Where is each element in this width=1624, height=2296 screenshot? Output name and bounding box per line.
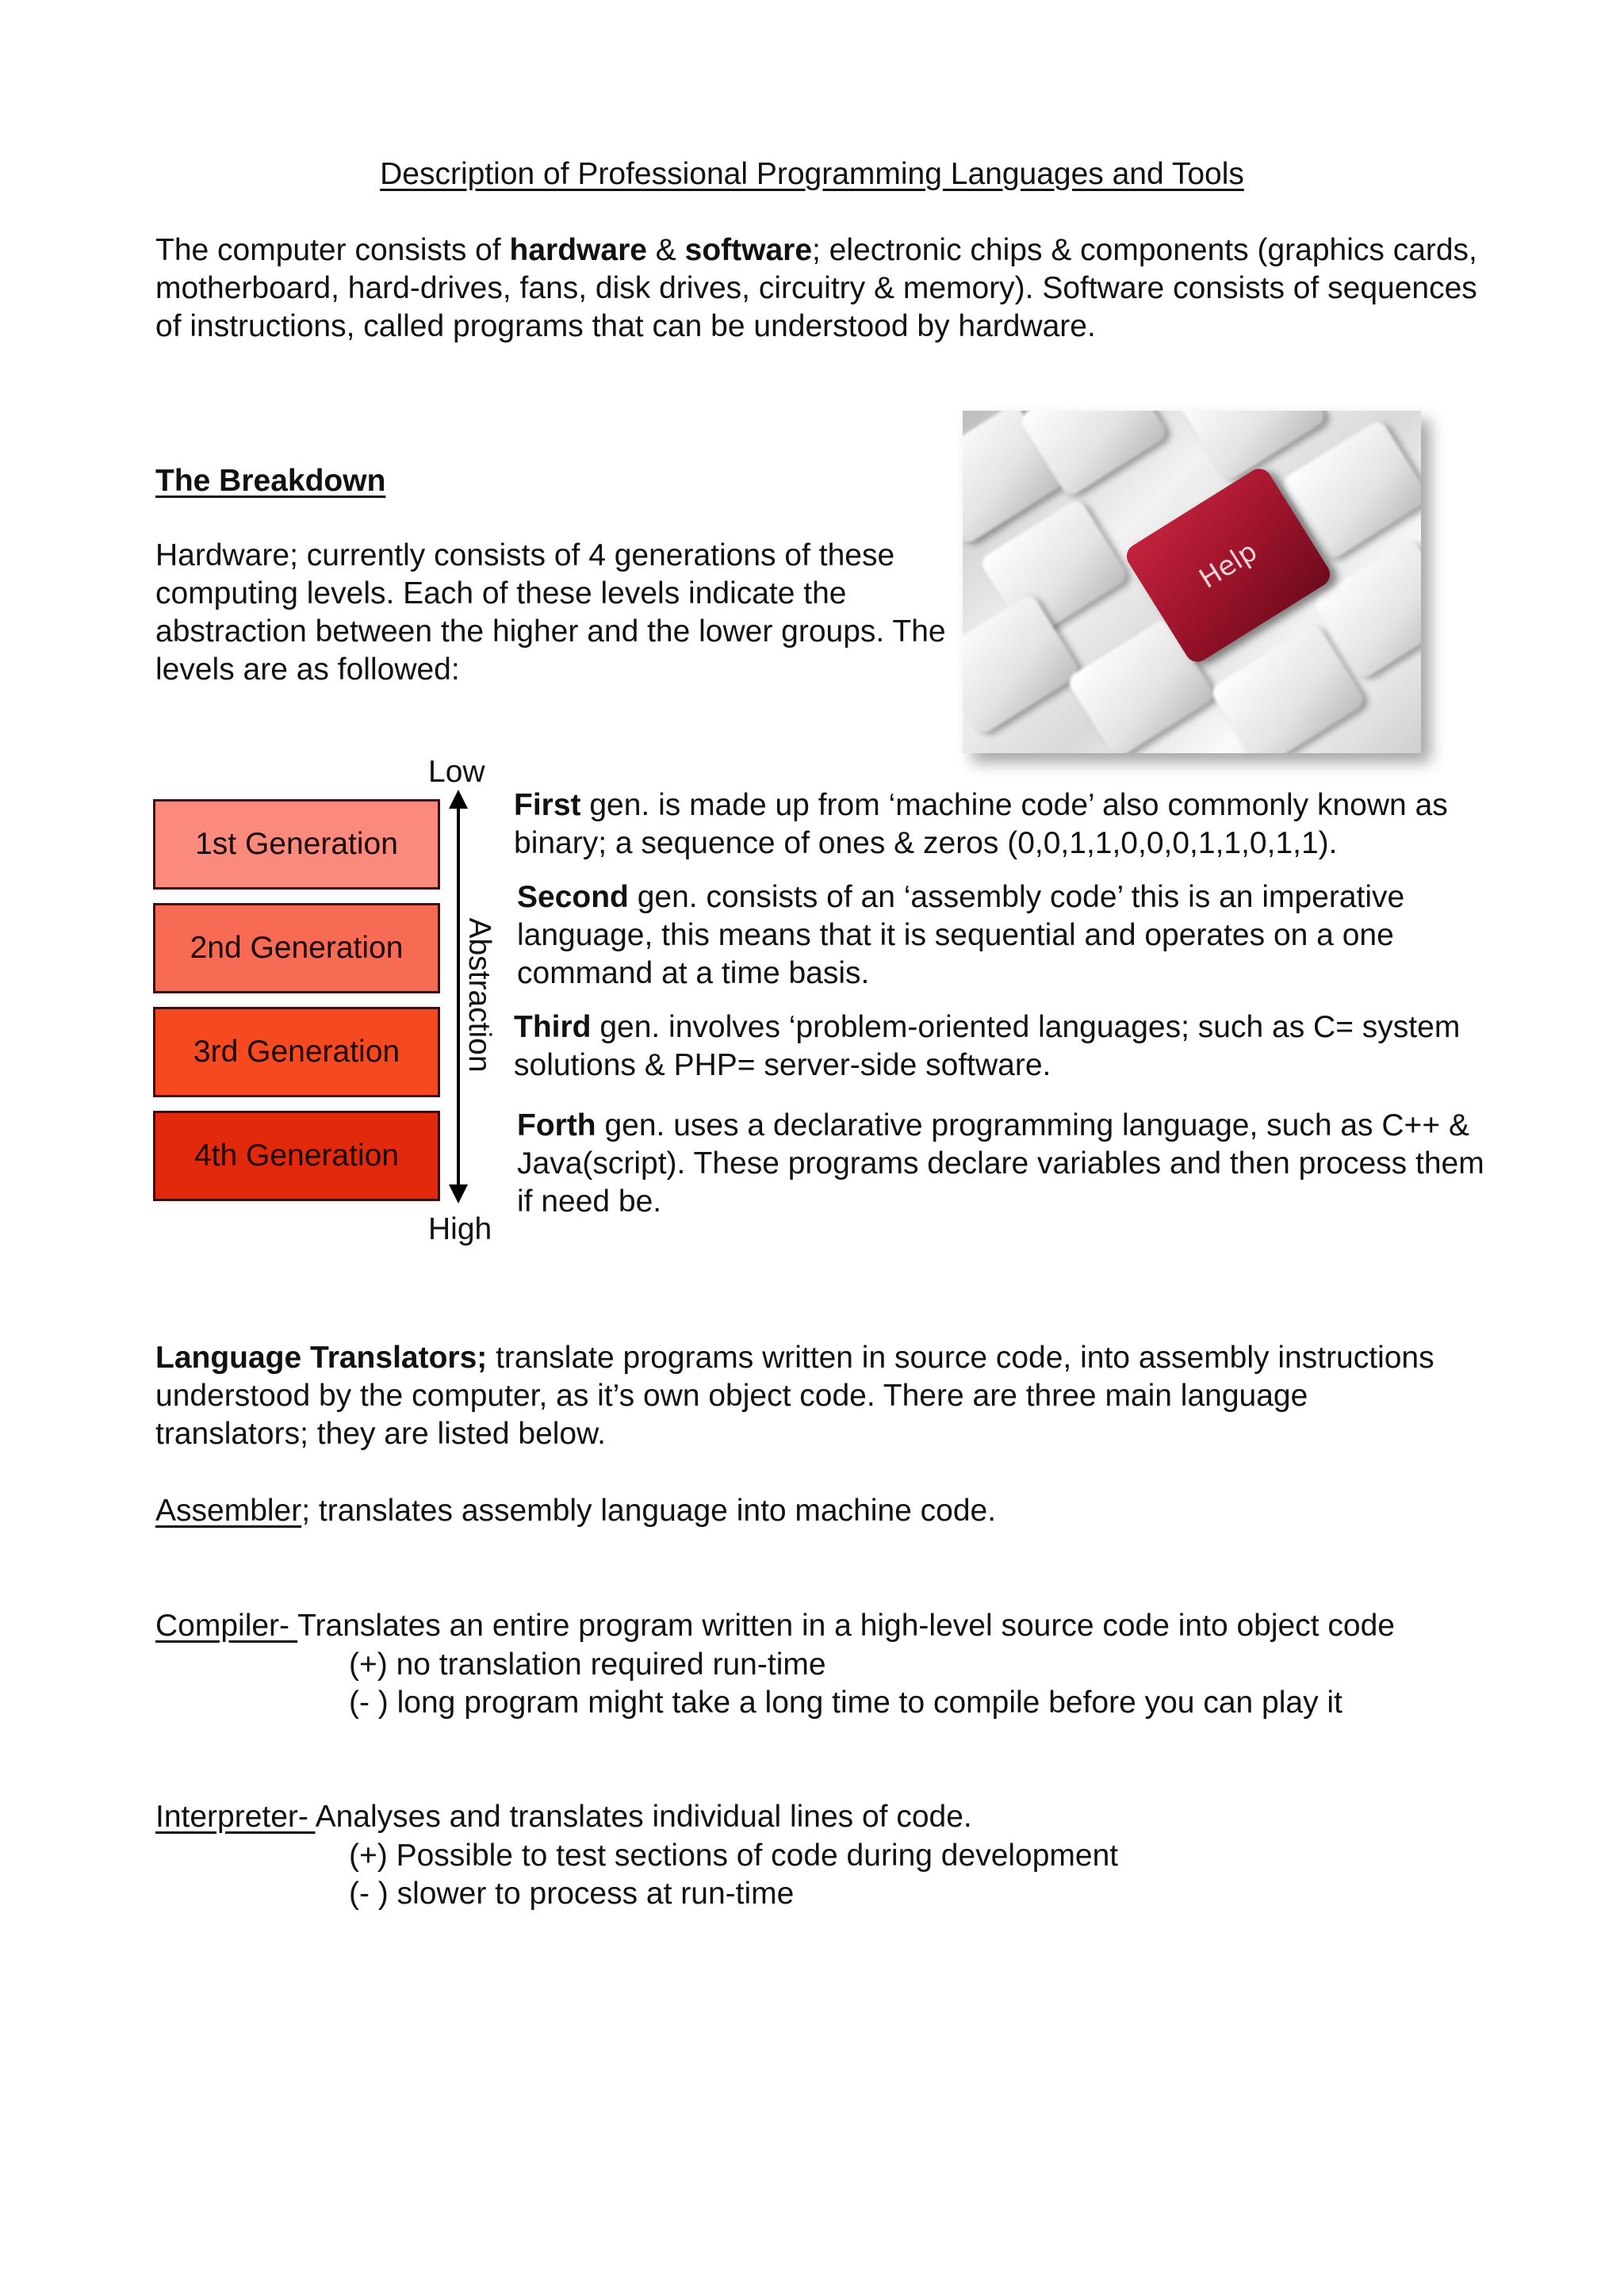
translators-text: translate programs written in source code, into assembly instructions understood by the computer, as it’s own object code. There are three main language translators; they are listed below. — [155, 1341, 1434, 1451]
gen-desc-2 — [517, 878, 1508, 993]
interpreter-term: Interpreter- — [155, 1800, 316, 1834]
help-key-label: Help — [1193, 535, 1263, 595]
help-key-image — [963, 411, 1421, 753]
interpreter-con: (- ) slower to process at run-time — [349, 1877, 795, 1911]
intro-paragraph — [155, 232, 1488, 346]
interpreter-pro: (+) Possible to test sections of code during development — [349, 1839, 1119, 1873]
gen-desc-1-text: gen. is made up from ‘machine code’ also commonly known as binary; a sequence of ones & zeros (0,0,1,1,0,0,0,1,1,0,1,1). — [514, 788, 1448, 860]
compiler-term: Compiler- — [155, 1609, 298, 1643]
gen-box-2 — [153, 903, 440, 993]
translators-paragraph — [155, 1339, 1440, 1453]
assembler-text: ; translates assembly language into machine code. — [301, 1494, 997, 1528]
compiler-pro: (+) no translation required run-time — [349, 1647, 826, 1682]
axis-high-label: High — [428, 1212, 492, 1246]
gen-box-4-label: 4th Generation — [193, 1138, 399, 1173]
breakdown-heading: The Breakdown — [155, 464, 386, 498]
gen-desc-2-bold: Second — [517, 880, 629, 914]
page-title-text: Description of Professional Programming Languages and Tools — [380, 157, 1244, 191]
gen-box-4 — [153, 1111, 440, 1201]
gen-box-1-label: 1st Generation — [195, 827, 398, 861]
gen-box-2-label: 2nd Generation — [190, 931, 404, 965]
translators-bold: Language Translators; — [155, 1341, 488, 1375]
gen-desc-1 — [514, 786, 1505, 863]
page-title — [0, 155, 1624, 193]
gen-desc-1-bold: First — [514, 788, 581, 822]
gen-box-3-label: 3rd Generation — [193, 1035, 400, 1069]
assembler-term: Assembler — [155, 1494, 302, 1528]
gen-box-1 — [153, 799, 440, 890]
gen-desc-4 — [517, 1107, 1508, 1221]
intro-text-3: ; electronic chips & components (graphics cards, motherboard, hard-drives, fans, disk drives, circuitry & memory). Software consists of sequences of instructions, called programs that can be understood by hardware. — [155, 233, 1477, 343]
intro-text-1: The computer consists of — [155, 233, 510, 267]
assembler-line — [155, 1492, 1503, 1530]
gen-box-3 — [153, 1007, 440, 1097]
gen-desc-3-text: gen. involves ‘problem-oriented languages; such as C= system solutions & PHP= server-side software. — [514, 1010, 1461, 1082]
gen-desc-4-text: gen. uses a declarative programming language, such as C++ & Java(script). These programs declare variables and then process them if need be. — [517, 1108, 1484, 1219]
gen-desc-3-bold: Third — [514, 1010, 592, 1044]
gen-desc-4-bold: Forth — [517, 1108, 596, 1142]
compiler-line — [155, 1607, 1551, 1645]
abstraction-label: Abstraction — [462, 917, 496, 1073]
intro-text-2: & — [646, 233, 685, 267]
breakdown-paragraph: Hardware; currently consists of 4 generations of these computing levels. Each of these levels indicate the abstraction between the higher and the lower groups. The levels are as followed: — [155, 538, 946, 687]
compiler-text: Translates an entire program written in a high-level source code into object code — [297, 1609, 1395, 1643]
interpreter-line — [155, 1798, 1503, 1836]
arrow-down-icon — [449, 1184, 468, 1203]
gen-desc-3 — [514, 1008, 1505, 1085]
intro-bold-hardware: hardware — [509, 233, 647, 267]
gen-desc-2-text: gen. consists of an ‘assembly code’ this is an imperative language, this means that it is sequential and operates on a one command at a time basis. — [517, 880, 1405, 990]
interpreter-text: Analyses and translates individual lines of code. — [315, 1800, 972, 1834]
axis-low-label: Low — [428, 755, 485, 789]
compiler-con: (- ) long program might take a long time to compile before you can play it — [349, 1686, 1342, 1720]
intro-bold-software: software — [684, 233, 813, 267]
